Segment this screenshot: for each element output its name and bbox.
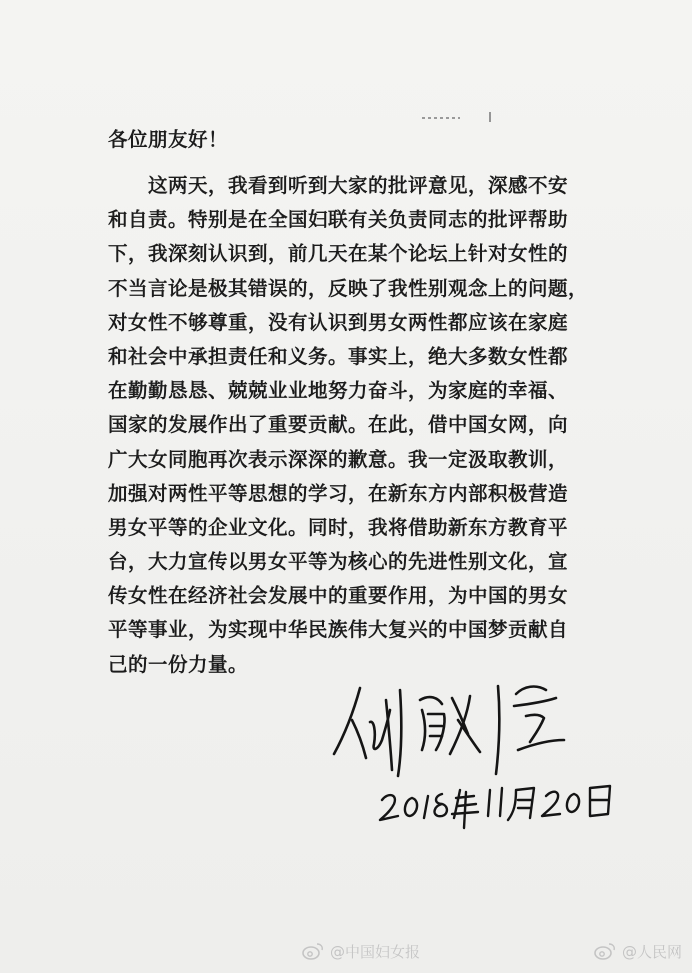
greeting: 各位朋友好！	[108, 128, 229, 151]
letter-line: 己的一份力量。	[108, 652, 249, 676]
watermark-source	[594, 938, 682, 964]
weibo-icon	[594, 941, 616, 961]
letter-line: 不当言论是极其错误的，反映了我性别观念上的问题，	[108, 276, 589, 300]
letter-body	[108, 125, 668, 682]
letter-line: 对女性不够尊重，没有认识到男女两性都应该在家庭	[108, 310, 569, 334]
letter-line: 传女性在经济社会发展中的重要作用，为中国的男女	[108, 584, 569, 608]
watermark-source	[302, 938, 420, 964]
handwritten-date	[378, 770, 618, 830]
letter-line: 在勤勤恳恳、兢兢业业地努力奋斗，为家庭的幸福、	[108, 379, 569, 403]
letter-line: 台，大力宣传以男女平等为核心的先进性别文化，宣	[108, 550, 569, 574]
letter-line: 国家的发展作出了重要贡献。在此，借中国女网，向	[108, 413, 569, 437]
handwritten-signature	[330, 680, 590, 780]
letter-line: 和社会中承担责任和义务。事实上，绝大多数女性都	[108, 344, 569, 368]
letter-line: 广大女同胞再次表示深深的歉意。我一定汲取教训，	[108, 447, 569, 471]
letter-line: 加强对两性平等思想的学习，在新东方内部积极营造	[108, 481, 569, 505]
letter-line: 男女平等的企业文化。同时，我将借助新东方教育平	[108, 515, 569, 539]
scan-mark	[420, 112, 500, 122]
watermark-text: @人民网	[622, 942, 683, 961]
letter-line: 这两天，我看到听到大家的批评意见，深感不安	[148, 174, 569, 197]
letter-line: 平等事业，为实现中华民族伟大复兴的中国梦贡献自	[108, 618, 569, 642]
watermark-text: @中国妇女报	[330, 942, 421, 961]
weibo-icon	[302, 941, 324, 961]
letter-line: 和自责。特别是在全国妇联有关负责同志的批评帮助	[108, 208, 569, 232]
letter-line: 下，我深刻认识到，前几天在某个论坛上针对女性的	[108, 242, 569, 266]
